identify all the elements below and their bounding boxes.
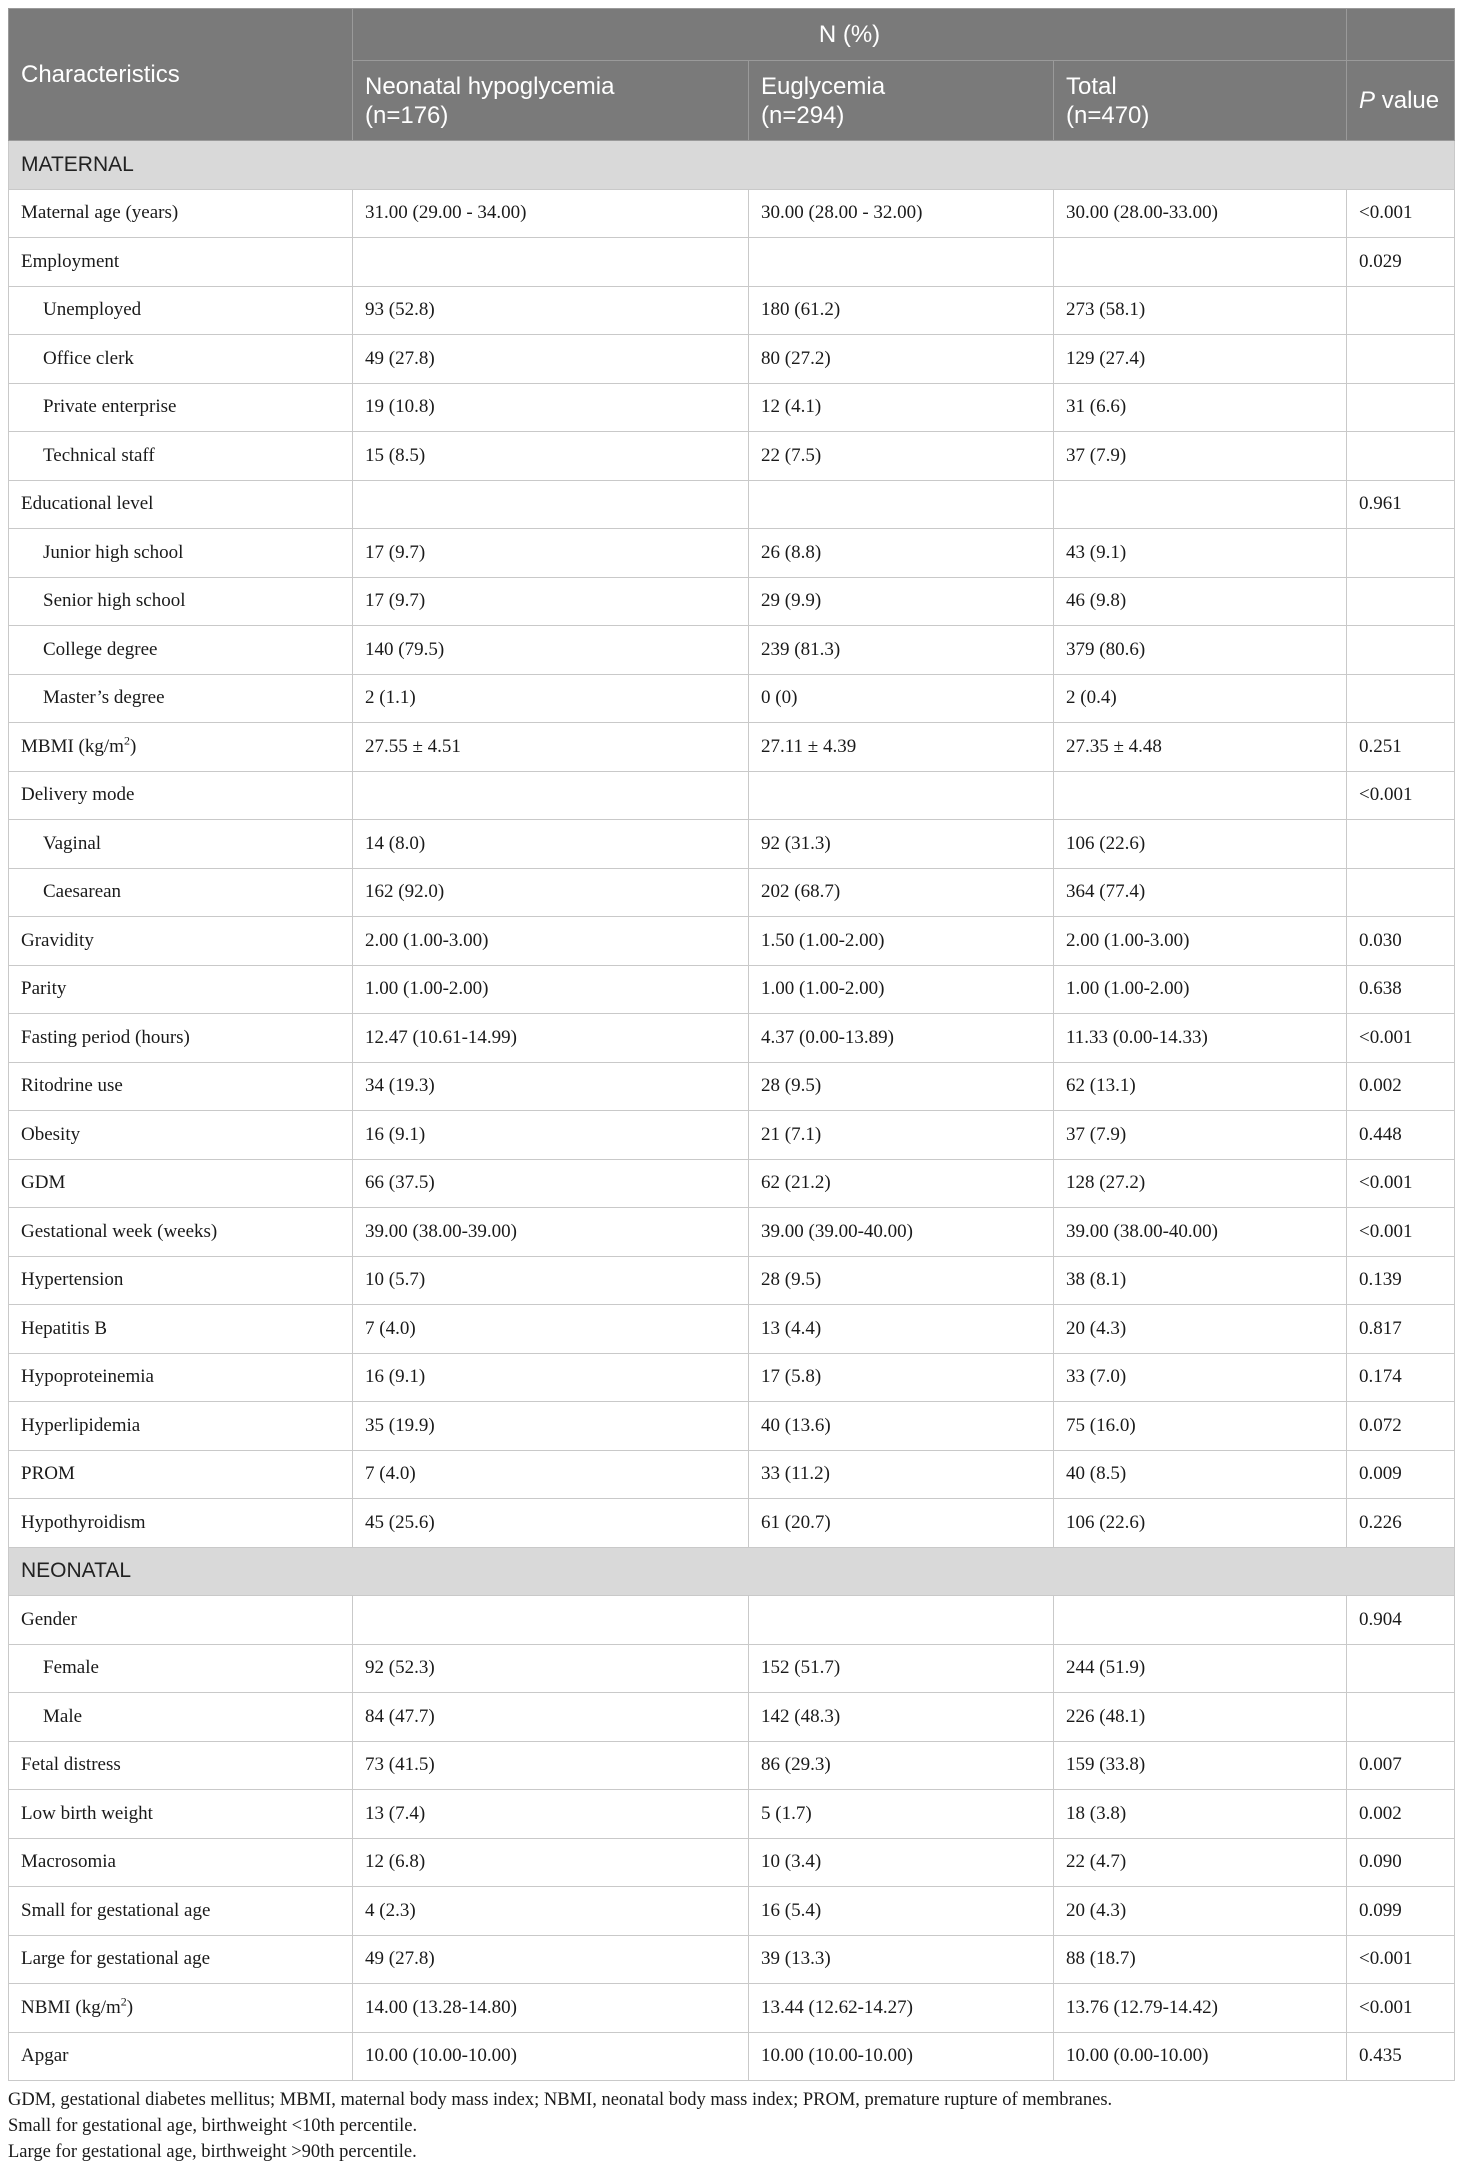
cell-euglycemia: 152 (51.7) [749, 1644, 1054, 1693]
table-row [9, 1353, 1455, 1402]
cell-hypoglycemia [353, 1596, 749, 1645]
cell-hypoglycemia: 15 (8.5) [353, 432, 749, 481]
cell-euglycemia: 16 (5.4) [749, 1887, 1054, 1936]
row-label [9, 771, 353, 820]
row-label-text: Low birth weight [21, 1802, 153, 1824]
cell-p-value: 0.638 [1347, 965, 1455, 1014]
table-row [9, 1062, 1455, 1111]
cell-hypoglycemia: 84 (47.7) [353, 1693, 749, 1742]
table-row [9, 1838, 1455, 1887]
cell-euglycemia: 40 (13.6) [749, 1402, 1054, 1451]
header-total-n: (n=470) [1066, 101, 1150, 129]
cell-hypoglycemia: 12 (6.8) [353, 1838, 749, 1887]
cell-euglycemia: 28 (9.5) [749, 1062, 1054, 1111]
row-label [9, 189, 353, 238]
row-label-text: Hyperlipidemia [21, 1414, 141, 1436]
row-label [9, 286, 353, 335]
cell-p-value: <0.001 [1347, 1208, 1455, 1257]
header-euglycemia [749, 61, 1054, 141]
table-footnotes [8, 2087, 1454, 2165]
table-row [9, 238, 1455, 287]
cell-hypoglycemia: 2.00 (1.00-3.00) [353, 917, 749, 966]
row-label-text: Office clerk [43, 347, 134, 369]
row-label-text: Delivery mode [21, 784, 135, 806]
cell-p-value: <0.001 [1347, 189, 1455, 238]
cell-hypoglycemia: 35 (19.9) [353, 1402, 749, 1451]
cell-euglycemia: 33 (11.2) [749, 1450, 1054, 1499]
row-label-text: Unemployed [43, 299, 142, 321]
table-row [9, 674, 1455, 723]
row-label [9, 577, 353, 626]
table-row [9, 1887, 1455, 1936]
cell-euglycemia [749, 1596, 1054, 1645]
header-characteristics: Characteristics [9, 9, 353, 141]
cell-hypoglycemia: 19 (10.8) [353, 383, 749, 432]
row-label [9, 1984, 353, 2033]
table-row [9, 917, 1455, 966]
row-label [9, 1838, 353, 1887]
table-row [9, 1693, 1455, 1742]
cell-euglycemia: 239 (81.3) [749, 626, 1054, 675]
cell-p-value: 0.251 [1347, 723, 1455, 772]
cell-euglycemia [749, 238, 1054, 287]
cell-hypoglycemia: 16 (9.1) [353, 1111, 749, 1160]
cell-hypoglycemia: 162 (92.0) [353, 868, 749, 917]
table-row [9, 771, 1455, 820]
cell-euglycemia: 4.37 (0.00-13.89) [749, 1014, 1054, 1063]
row-label-text: Fetal distress [21, 1754, 121, 1776]
cell-euglycemia: 12 (4.1) [749, 383, 1054, 432]
cell-total: 40 (8.5) [1054, 1450, 1347, 1499]
cell-p-value: 0.139 [1347, 1256, 1455, 1305]
cell-total: 1.00 (1.00-2.00) [1054, 965, 1347, 1014]
row-label-text: Female [43, 1657, 99, 1679]
cell-hypoglycemia: 17 (9.7) [353, 529, 749, 578]
cell-euglycemia [749, 480, 1054, 529]
cell-p-value: 0.002 [1347, 1790, 1455, 1839]
row-label-text: Macrosomia [21, 1851, 116, 1873]
cell-p-value [1347, 577, 1455, 626]
cell-hypoglycemia: 14.00 (13.28-14.80) [353, 1984, 749, 2033]
cell-p-value: 0.435 [1347, 2032, 1455, 2081]
row-label-text: College degree [43, 638, 158, 660]
cell-p-value: 0.226 [1347, 1499, 1455, 1548]
row-label-text: GDM [21, 1172, 66, 1194]
cell-euglycemia: 61 (20.7) [749, 1499, 1054, 1548]
row-label [9, 1208, 353, 1257]
cell-p-value: 0.174 [1347, 1353, 1455, 1402]
cell-total: 37 (7.9) [1054, 1111, 1347, 1160]
cell-hypoglycemia: 14 (8.0) [353, 820, 749, 869]
header-group-n-percent: N (%) [353, 9, 1347, 61]
row-label [9, 1402, 353, 1451]
cell-p-value: <0.001 [1347, 1014, 1455, 1063]
cell-total: 2 (0.4) [1054, 674, 1347, 723]
cell-hypoglycemia: 93 (52.8) [353, 286, 749, 335]
cell-total: 27.35 ± 4.48 [1054, 723, 1347, 772]
table-row [9, 1499, 1455, 1548]
row-label-text: Small for gestational age [21, 1899, 211, 1921]
row-label-superscript: 2 [120, 1994, 127, 2009]
row-label-text: Master’s degree [43, 687, 165, 709]
table-container [8, 8, 1454, 2165]
row-label-superscript: 2 [123, 733, 130, 748]
cell-total: 43 (9.1) [1054, 529, 1347, 578]
table-row [9, 286, 1455, 335]
cell-total: 106 (22.6) [1054, 1499, 1347, 1548]
row-label-text: Fasting period (hours) [21, 1026, 190, 1048]
row-label-text: Hepatitis B [21, 1317, 108, 1339]
cell-hypoglycemia: 1.00 (1.00-2.00) [353, 965, 749, 1014]
section-label: MATERNAL [9, 141, 1455, 190]
table-row [9, 1402, 1455, 1451]
cell-total: 38 (8.1) [1054, 1256, 1347, 1305]
row-label-suffix: ) [129, 735, 137, 757]
row-label-text: Gravidity [21, 929, 94, 951]
cell-p-value: 0.072 [1347, 1402, 1455, 1451]
cell-p-value: 0.029 [1347, 238, 1455, 287]
cell-total: 106 (22.6) [1054, 820, 1347, 869]
row-label-text: Gestational week (weeks) [21, 1220, 218, 1242]
cell-total: 31 (6.6) [1054, 383, 1347, 432]
cell-euglycemia: 0 (0) [749, 674, 1054, 723]
cell-euglycemia: 1.50 (1.00-2.00) [749, 917, 1054, 966]
table-row [9, 577, 1455, 626]
row-label [9, 965, 353, 1014]
table-row [9, 820, 1455, 869]
cell-euglycemia: 27.11 ± 4.39 [749, 723, 1054, 772]
cell-total: 37 (7.9) [1054, 432, 1347, 481]
footnote: GDM, gestational diabetes mellitus; MBMI, maternal body mass index; NBMI, neonatal body mass index; PROM, premature rupture of membranes. [8, 2090, 1113, 2110]
footnote: Small for gestational age, birthweight <10th percentile. [8, 2116, 418, 2136]
cell-p-value: 0.002 [1347, 1062, 1455, 1111]
row-label [9, 626, 353, 675]
row-label-text: Caesarean [43, 881, 122, 903]
cell-total: 11.33 (0.00-14.33) [1054, 1014, 1347, 1063]
cell-p-value: 0.009 [1347, 1450, 1455, 1499]
header-p-letter: P [1359, 87, 1376, 114]
cell-total: 75 (16.0) [1054, 1402, 1347, 1451]
cell-total: 273 (58.1) [1054, 286, 1347, 335]
table-row [9, 868, 1455, 917]
row-label-text: Employment [21, 250, 120, 272]
cell-hypoglycemia: 140 (79.5) [353, 626, 749, 675]
cell-hypoglycemia: 49 (27.8) [353, 1935, 749, 1984]
row-label [9, 1305, 353, 1354]
row-label [9, 2032, 353, 2081]
table-row [9, 1256, 1455, 1305]
table-row [9, 1984, 1455, 2033]
row-label [9, 1596, 353, 1645]
cell-hypoglycemia: 45 (25.6) [353, 1499, 749, 1548]
cell-total: 88 (18.7) [1054, 1935, 1347, 1984]
cell-p-value: 0.904 [1347, 1596, 1455, 1645]
row-label-text: Maternal age (years) [21, 202, 179, 224]
cell-euglycemia: 13.44 (12.62-14.27) [749, 1984, 1054, 2033]
cell-p-value: 0.090 [1347, 1838, 1455, 1887]
row-label-text: Hypertension [21, 1269, 124, 1291]
table-row [9, 1644, 1455, 1693]
cell-p-value [1347, 529, 1455, 578]
cell-p-value [1347, 286, 1455, 335]
cell-euglycemia: 39.00 (39.00-40.00) [749, 1208, 1054, 1257]
cell-total: 13.76 (12.79-14.42) [1054, 1984, 1347, 2033]
header-p-value [1347, 61, 1455, 141]
cell-hypoglycemia: 10.00 (10.00-10.00) [353, 2032, 749, 2081]
cell-total: 22 (4.7) [1054, 1838, 1347, 1887]
row-label [9, 723, 353, 772]
row-label [9, 1111, 353, 1160]
row-label [9, 917, 353, 966]
cell-total: 364 (77.4) [1054, 868, 1347, 917]
row-label [9, 1790, 353, 1839]
table-body [9, 141, 1455, 2081]
cell-p-value: <0.001 [1347, 1159, 1455, 1208]
cell-total: 30.00 (28.00-33.00) [1054, 189, 1347, 238]
row-label [9, 1693, 353, 1742]
cell-total: 62 (13.1) [1054, 1062, 1347, 1111]
table-row [9, 189, 1455, 238]
table-row [9, 1790, 1455, 1839]
cell-p-value: 0.099 [1347, 1887, 1455, 1936]
cell-p-value: 0.961 [1347, 480, 1455, 529]
cell-euglycemia: 10.00 (10.00-10.00) [749, 2032, 1054, 2081]
cell-euglycemia: 180 (61.2) [749, 286, 1054, 335]
cell-hypoglycemia: 17 (9.7) [353, 577, 749, 626]
cell-hypoglycemia: 49 (27.8) [353, 335, 749, 384]
row-label [9, 674, 353, 723]
row-label [9, 432, 353, 481]
cell-p-value: <0.001 [1347, 1984, 1455, 2033]
row-label-text: MBMI (kg/m [21, 735, 124, 757]
cell-total: 244 (51.9) [1054, 1644, 1347, 1693]
table-row [9, 1014, 1455, 1063]
cell-p-value [1347, 1693, 1455, 1742]
cell-hypoglycemia: 27.55 ± 4.51 [353, 723, 749, 772]
row-label-suffix: ) [126, 1996, 134, 2018]
cell-euglycemia: 30.00 (28.00 - 32.00) [749, 189, 1054, 238]
cell-hypoglycemia: 7 (4.0) [353, 1450, 749, 1499]
table-row [9, 723, 1455, 772]
row-label-text: Hypothyroidism [21, 1511, 146, 1533]
cell-p-value: <0.001 [1347, 771, 1455, 820]
header-hypoglycemia-label: Neonatal hypoglycemia [365, 72, 615, 100]
cell-p-value [1347, 868, 1455, 917]
cell-euglycemia: 202 (68.7) [749, 868, 1054, 917]
section-row [9, 141, 1455, 190]
row-label-text: Large for gestational age [21, 1948, 211, 1970]
row-label [9, 480, 353, 529]
cell-euglycemia: 17 (5.8) [749, 1353, 1054, 1402]
row-label-text: Senior high school [43, 590, 186, 612]
cell-total: 226 (48.1) [1054, 1693, 1347, 1742]
row-label-text: Technical staff [43, 444, 155, 466]
row-label [9, 1159, 353, 1208]
cell-hypoglycemia [353, 480, 749, 529]
cell-p-value [1347, 383, 1455, 432]
cell-p-value [1347, 674, 1455, 723]
cell-euglycemia: 5 (1.7) [749, 1790, 1054, 1839]
cell-euglycemia: 29 (9.9) [749, 577, 1054, 626]
cell-p-value [1347, 335, 1455, 384]
cell-euglycemia: 28 (9.5) [749, 1256, 1054, 1305]
row-label [9, 820, 353, 869]
row-label [9, 383, 353, 432]
row-label [9, 1450, 353, 1499]
cell-euglycemia: 13 (4.4) [749, 1305, 1054, 1354]
cell-p-value: 0.448 [1347, 1111, 1455, 1160]
cell-total [1054, 771, 1347, 820]
row-label-text: Ritodrine use [21, 1075, 123, 1097]
table-row [9, 383, 1455, 432]
cell-euglycemia: 21 (7.1) [749, 1111, 1054, 1160]
cell-hypoglycemia: 10 (5.7) [353, 1256, 749, 1305]
footnote: Large for gestational age, birthweight >90th percentile. [8, 2142, 417, 2162]
cell-total [1054, 238, 1347, 287]
row-label-text: Apgar [21, 2045, 69, 2067]
table-row [9, 1208, 1455, 1257]
table-row [9, 626, 1455, 675]
table-row [9, 335, 1455, 384]
cell-total: 10.00 (0.00-10.00) [1054, 2032, 1347, 2081]
header-hypoglycemia-n: (n=176) [365, 101, 449, 129]
row-label-text: Male [43, 1705, 83, 1727]
cell-hypoglycemia: 2 (1.1) [353, 674, 749, 723]
cell-p-value [1347, 626, 1455, 675]
cell-euglycemia [749, 771, 1054, 820]
row-label-text: Educational level [21, 493, 154, 515]
table-row [9, 1741, 1455, 1790]
cell-total [1054, 480, 1347, 529]
cell-hypoglycemia: 4 (2.3) [353, 1887, 749, 1936]
cell-total: 20 (4.3) [1054, 1887, 1347, 1936]
cell-hypoglycemia: 16 (9.1) [353, 1353, 749, 1402]
cell-hypoglycemia: 7 (4.0) [353, 1305, 749, 1354]
header-blank [1347, 9, 1455, 61]
cell-hypoglycemia: 12.47 (10.61-14.99) [353, 1014, 749, 1063]
row-label-text: PROM [21, 1463, 75, 1485]
row-label [9, 1499, 353, 1548]
cell-total: 33 (7.0) [1054, 1353, 1347, 1402]
header-total-label: Total [1066, 72, 1117, 100]
cell-hypoglycemia [353, 238, 749, 287]
cell-euglycemia: 62 (21.2) [749, 1159, 1054, 1208]
cell-p-value: 0.817 [1347, 1305, 1455, 1354]
row-label [9, 1935, 353, 1984]
table-header [9, 9, 1455, 141]
cell-p-value: <0.001 [1347, 1935, 1455, 1984]
row-label-text: Hypoproteinemia [21, 1366, 154, 1388]
cell-euglycemia: 26 (8.8) [749, 529, 1054, 578]
header-p-rest: value [1375, 87, 1440, 114]
characteristics-table [8, 8, 1455, 2081]
cell-total: 18 (3.8) [1054, 1790, 1347, 1839]
row-label-text: Vaginal [43, 832, 102, 854]
header-hypoglycemia [353, 61, 749, 141]
cell-total [1054, 1596, 1347, 1645]
cell-p-value: 0.007 [1347, 1741, 1455, 1790]
table-row [9, 1935, 1455, 1984]
cell-total: 379 (80.6) [1054, 626, 1347, 675]
cell-euglycemia: 39 (13.3) [749, 1935, 1054, 1984]
row-label-text: Parity [21, 978, 67, 1000]
row-label [9, 1741, 353, 1790]
table-row [9, 1450, 1455, 1499]
cell-total: 159 (33.8) [1054, 1741, 1347, 1790]
cell-hypoglycemia: 66 (37.5) [353, 1159, 749, 1208]
cell-total: 128 (27.2) [1054, 1159, 1347, 1208]
cell-euglycemia: 80 (27.2) [749, 335, 1054, 384]
row-label [9, 335, 353, 384]
cell-euglycemia: 142 (48.3) [749, 1693, 1054, 1742]
header-euglycemia-label: Euglycemia [761, 72, 886, 100]
section-label: NEONATAL [9, 1547, 1455, 1596]
table-row [9, 1305, 1455, 1354]
cell-hypoglycemia: 92 (52.3) [353, 1644, 749, 1693]
header-euglycemia-n: (n=294) [761, 101, 845, 129]
cell-euglycemia: 22 (7.5) [749, 432, 1054, 481]
row-label [9, 868, 353, 917]
row-label [9, 1014, 353, 1063]
cell-p-value [1347, 1644, 1455, 1693]
cell-total: 129 (27.4) [1054, 335, 1347, 384]
cell-hypoglycemia: 34 (19.3) [353, 1062, 749, 1111]
row-label-text: Gender [21, 1608, 77, 1630]
section-row [9, 1547, 1455, 1596]
cell-total: 2.00 (1.00-3.00) [1054, 917, 1347, 966]
table-row [9, 1111, 1455, 1160]
cell-total: 39.00 (38.00-40.00) [1054, 1208, 1347, 1257]
row-label-text: Junior high school [43, 541, 184, 563]
row-label-text: Obesity [21, 1123, 81, 1145]
cell-hypoglycemia: 73 (41.5) [353, 1741, 749, 1790]
cell-hypoglycemia: 39.00 (38.00-39.00) [353, 1208, 749, 1257]
row-label [9, 238, 353, 287]
header-total [1054, 61, 1347, 141]
cell-hypoglycemia: 31.00 (29.00 - 34.00) [353, 189, 749, 238]
cell-total: 46 (9.8) [1054, 577, 1347, 626]
table-row [9, 529, 1455, 578]
table-row [9, 432, 1455, 481]
cell-euglycemia: 86 (29.3) [749, 1741, 1054, 1790]
cell-total: 20 (4.3) [1054, 1305, 1347, 1354]
table-row [9, 1159, 1455, 1208]
row-label-text: Private enterprise [43, 396, 177, 418]
cell-euglycemia: 92 (31.3) [749, 820, 1054, 869]
cell-hypoglycemia [353, 771, 749, 820]
cell-euglycemia: 10 (3.4) [749, 1838, 1054, 1887]
cell-p-value [1347, 820, 1455, 869]
row-label [9, 529, 353, 578]
row-label [9, 1062, 353, 1111]
row-label [9, 1256, 353, 1305]
cell-p-value: 0.030 [1347, 917, 1455, 966]
cell-p-value [1347, 432, 1455, 481]
row-label [9, 1887, 353, 1936]
table-row [9, 480, 1455, 529]
cell-hypoglycemia: 13 (7.4) [353, 1790, 749, 1839]
table-row [9, 1596, 1455, 1645]
row-label-text: NBMI (kg/m [21, 1996, 121, 2018]
row-label [9, 1644, 353, 1693]
table-row [9, 965, 1455, 1014]
row-label [9, 1353, 353, 1402]
table-row [9, 2032, 1455, 2081]
cell-euglycemia: 1.00 (1.00-2.00) [749, 965, 1054, 1014]
